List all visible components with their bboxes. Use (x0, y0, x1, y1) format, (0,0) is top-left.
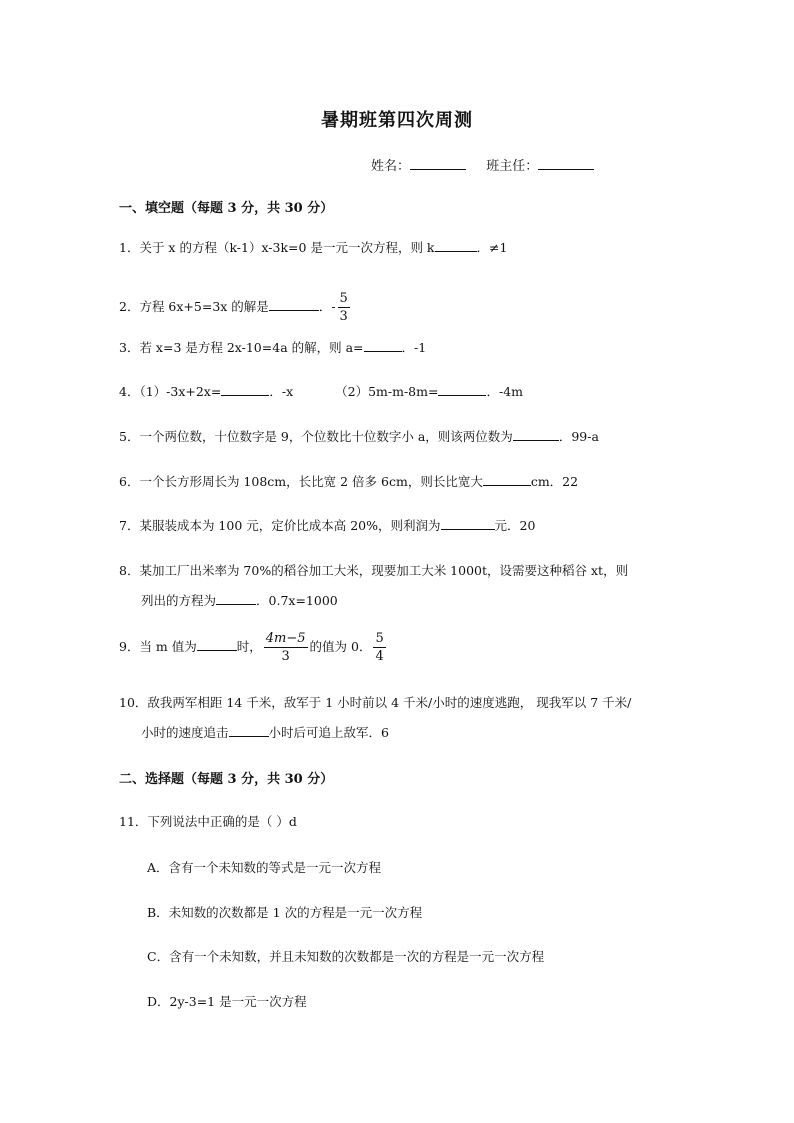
question-8-line-2 (119, 587, 628, 615)
question-10-answer: 小时后可追上敌军．6 (268, 725, 389, 740)
answer-blank (229, 724, 269, 737)
question-10 (119, 689, 631, 747)
question-1-text: 1．关于 x 的方程（k-1）x-3k=0 是一元一次方程，则 k (119, 240, 435, 255)
option-a: A．含有一个未知数的等式是一元一次方程 (147, 860, 382, 875)
expression-fraction (264, 630, 308, 665)
question-6-text: 6．一个长方形周长为 108cm，长比宽 2 倍多 6cm，则长比宽大 (119, 474, 483, 489)
answer-fraction (373, 630, 385, 665)
question-8-answer: ．0.7x=1000 (256, 593, 338, 608)
answer-fraction (338, 290, 350, 325)
section-heading-fill-in: 一、填空题（每题 3 分，共 30 分） (119, 201, 334, 216)
question-7 (119, 512, 535, 540)
question-2-text: 2．方程 6x+5=3x 的解是 (119, 299, 269, 314)
question-8 (119, 557, 628, 615)
question-2-answer: ．- (318, 299, 336, 314)
question-9-mid: 时， (236, 639, 262, 654)
fraction-numerator: 5 (339, 291, 348, 306)
answer-blank (513, 428, 559, 441)
student-info-line (371, 155, 594, 174)
answer-blank (364, 339, 402, 352)
name-label: 姓名： (371, 159, 411, 174)
question-10-line-2 (119, 719, 631, 747)
question-6 (119, 468, 578, 496)
question-5 (119, 423, 599, 451)
question-7-text: 7．某服装成本为 100 元，定价比成本高 20%，则利润为 (119, 518, 441, 533)
answer-blank (435, 239, 477, 252)
question-1 (119, 234, 507, 262)
question-2 (119, 290, 352, 325)
fraction-denominator: 3 (339, 309, 348, 324)
question-3 (119, 334, 426, 362)
question-7-answer: 元．20 (494, 518, 536, 533)
answer-blank (197, 638, 237, 651)
question-5-text: 5．一个两位数，十位数字是 9，个位数比十位数字小 a，则该两位数为 (119, 429, 513, 444)
question-8-text: 列出的方程为 (141, 593, 217, 608)
question-9 (119, 630, 388, 665)
fraction-denominator: 3 (281, 649, 290, 664)
fraction-denominator: 4 (375, 649, 384, 664)
answer-blank (441, 517, 495, 530)
question-3-answer: ．-1 (401, 340, 427, 355)
question-3-text: 3．若 x=3 是方程 2x-10=4a 的解，则 a= (119, 340, 364, 355)
name-blank (410, 157, 466, 170)
question-4b-answer: ．-4m (486, 384, 523, 399)
question-11-text: 11．下列说法中正确的是（ ）d (119, 814, 297, 829)
answer-blank (483, 473, 531, 486)
page-title: 暑期班第四次周测 (321, 110, 473, 131)
option-c: C．含有一个未知数，并且未知数的次数都是一次的方程是一元一次方程 (147, 949, 545, 964)
question-6-answer: cm．22 (530, 474, 579, 489)
answer-blank (221, 383, 269, 396)
option-b: B．未知数的次数都是 1 次的方程是一元一次方程 (147, 905, 423, 920)
question-4 (119, 378, 523, 406)
question-9-text: 9．当 m 值为 (119, 639, 197, 654)
teacher-blank (538, 157, 594, 170)
question-9-suffix: 的值为 0． (309, 639, 372, 654)
question-10-line-1: 10．敌我两军相距 14 千米，敌军于 1 小时前以 4 千米/小时的速度逃跑， 现我军以 7 千米/ (119, 695, 632, 710)
question-1-answer: ．≠1 (476, 240, 508, 255)
teacher-label: 班主任： (486, 159, 539, 174)
section-heading-multiple-choice: 二、选择题（每题 3 分，共 30 分） (119, 772, 334, 787)
answer-blank (216, 592, 256, 605)
question-8-line-1: 8．某加工厂出米率为 70%的稻谷加工大米，现要加工大米 1000t，设需要这种稻谷 xt，则 (119, 563, 629, 578)
option-d: D．2y-3=1 是一元一次方程 (147, 994, 307, 1009)
question-5-answer: ．99-a (558, 429, 599, 444)
answer-blank (269, 298, 319, 311)
question-4b-text: （2）5m-m-8m= (335, 384, 439, 399)
fraction-numerator: 5 (375, 631, 384, 646)
question-11 (119, 808, 297, 836)
question-10-text: 小时的速度追击 (141, 725, 229, 740)
fraction-numerator: 4m−5 (265, 631, 306, 646)
question-4a-answer: ．-x (269, 384, 294, 399)
answer-blank (438, 383, 486, 396)
question-4a-text: 4．（1）-3x+2x= (119, 384, 222, 399)
